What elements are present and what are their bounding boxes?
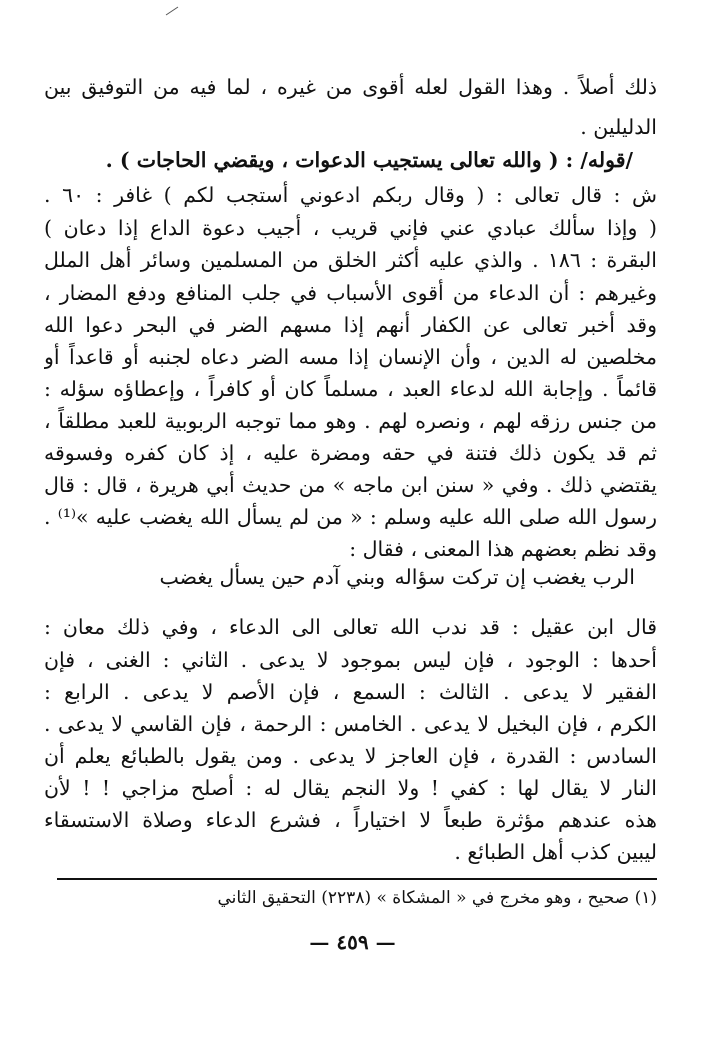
text-line-23: هذه عندهم مؤثرة طبعاً لا اختياراً ، فشرع الدعاء وصلاة الاستسقاء bbox=[44, 808, 657, 832]
section-heading: /قوله/ : ( والله تعالى يستجيب الدعوات ، ويقضي الحاجات ) . bbox=[105, 148, 633, 172]
text-line-19: الفقير لا يدعى . الثالث : السمع ، فإن الأصم لا يدعى . الرابع : bbox=[44, 680, 657, 704]
text-line-24: ليبين كذب أهل الطبائع . bbox=[454, 840, 657, 864]
text-line-5: ( وإذا سألك عبادي عني فإني قريب ، أجيب دعوة الداع إذا دعان ) bbox=[44, 216, 657, 240]
text-line-1: ذلك أصلاً . وهذا القول لعله أقوى من غيره ، لما فيه من التوفيق بين bbox=[44, 75, 657, 99]
footnote: (١) صحيح ، وهو مخرج في « المشكاة » (٢٢٣٨) التحقيق الثاني bbox=[217, 888, 657, 908]
text-line-4: ش : قال تعالى : ( وقال ربكم ادعوني أستجب لكم ) غافر : ٦٠ . bbox=[44, 183, 657, 207]
text-line-20: الكرم ، فإن البخيل لا يدعى . الخامس : الرحمة ، فإن القاسي لا يدعى . bbox=[44, 712, 657, 736]
text-line-15: وقد نظم بعضهم هذا المعنى ، فقال : bbox=[349, 537, 657, 561]
text-line-2: الدليلين . bbox=[580, 115, 657, 139]
poem-verse bbox=[0, 562, 705, 594]
text-line-12: ثم قد يكون ذلك فتنة في حقه ومضرة عليه ، إذ كان كفره وفسوقه bbox=[44, 441, 657, 465]
page-number: — ٤٥٩ — bbox=[309, 930, 396, 954]
text-line-22: النار لا يقال لها : كفي ! ولا النجم يقال له : أصلح مزاجي ! ! لأن bbox=[44, 776, 657, 800]
text-line-7: وغيرهم : أن الدعاء من أقوى الأسباب في جلب المنافع ودفع المضار ، bbox=[44, 281, 657, 305]
text-line-9: مخلصين له الدين ، وأن الإنسان إذا مسه الضر دعاه لجنبه أو قاعداً أو bbox=[44, 345, 657, 369]
scan-mark-icon bbox=[165, 6, 179, 16]
text-line-13: يقتضي ذلك . وفي « سنن ابن ماجه » من حديث أبي هريرة ، قال : قال bbox=[44, 473, 657, 497]
text-line-14: رسول الله صلى الله عليه وسلم : « من لم يسأل الله يغضب عليه »⁽¹⁾ . bbox=[44, 505, 657, 529]
poem-hemistich-1: الرب يغضب إن تركت سؤاله bbox=[394, 565, 635, 589]
footnote-divider bbox=[57, 878, 657, 880]
poem-hemistich-2: وبني آدم حين يسأل يغضب bbox=[159, 565, 385, 589]
text-line-11: من جنس رزقه لهم ، ونصره لهم . وهو مما توجبه الربوبية للعبد مطلقاً ، bbox=[44, 409, 657, 433]
text-line-8: وقد أخبر تعالى عن الكفار أنهم إذا مسهم الضر في البحر دعوا الله bbox=[44, 313, 657, 337]
text-line-21: السادس : القدرة ، فإن العاجز لا يدعى . ومن يقول بالطبائع يعلم أن bbox=[44, 744, 657, 768]
text-line-10: قائماً . وإجابة الله لدعاء العبد ، مسلماً كان أو كافراً ، وإعطاؤه سؤله : bbox=[44, 377, 657, 401]
text-line-18: أحدها : الوجود ، فإن ليس بموجود لا يدعى . الثاني : الغنى ، فإن bbox=[44, 648, 657, 672]
text-line-17: قال ابن عقيل : قد ندب الله تعالى الى الدعاء ، وفي ذلك معان : bbox=[44, 615, 657, 639]
text-line-6: البقرة : ١٨٦ . والذي عليه أكثر الخلق من المسلمين وسائر أهل الملل bbox=[44, 248, 657, 272]
